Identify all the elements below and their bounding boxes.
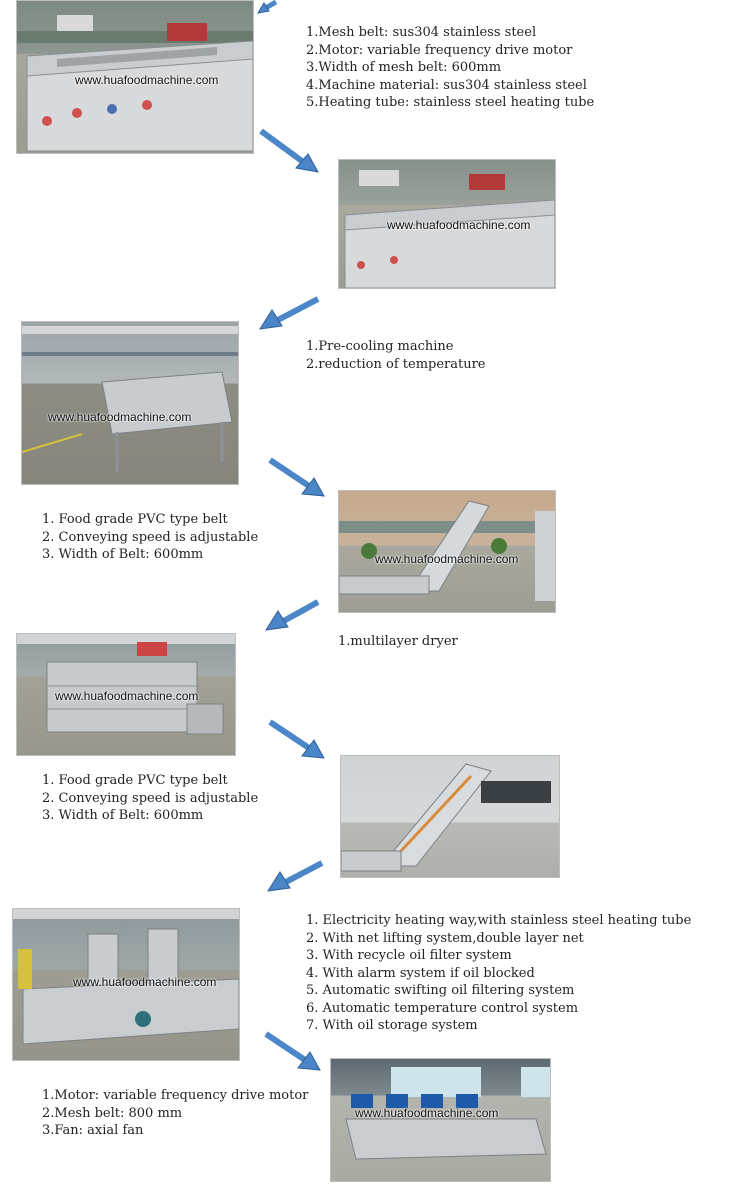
- spec-item: 1. Food grade PVC type belt: [42, 773, 228, 788]
- spec-item: 3. Width of Belt: 600mm: [42, 547, 204, 562]
- watermark: www.huafoodmachine.com: [73, 975, 217, 989]
- photo-deoiling-machine: [330, 1058, 551, 1182]
- spec-item: 2. Conveying speed is adjustable: [42, 790, 259, 806]
- arrow-down-left-icon: [264, 858, 328, 896]
- photo-continuous-fryer: [12, 908, 240, 1061]
- photo-elevating-conveyor: [338, 490, 556, 613]
- spec-item: 3.Width of mesh belt: 600mm: [306, 60, 502, 75]
- spec-list-dryer: [338, 633, 458, 651]
- spec-item: 5.Heating tube: stainless steel heating tube: [306, 95, 595, 110]
- arrow-down-right-icon: [266, 456, 332, 502]
- arrow-down-left-icon: [262, 597, 324, 635]
- spec-item: 3. With recycle oil filter system: [306, 948, 512, 963]
- spec-item: 1. Food grade PVC type belt: [42, 512, 228, 527]
- spec-list-conveyor-1: [42, 511, 258, 564]
- spec-list-fryer: [306, 912, 691, 1035]
- photo-cooling-conveyor: [340, 755, 560, 878]
- spec-list-conveyor-2: [42, 772, 258, 825]
- spec-list-deoiling: [42, 1087, 308, 1140]
- spec-item: 2. With net lifting system,double layer net: [306, 930, 584, 946]
- spec-item: 2.Motor: variable frequency drive motor: [306, 42, 573, 58]
- watermark: www.huafoodmachine.com: [375, 552, 519, 566]
- photo-blanching-machine: [16, 0, 254, 154]
- spec-item: 7. With oil storage system: [306, 1018, 478, 1033]
- spec-item: 2. Conveying speed is adjustable: [42, 529, 259, 545]
- watermark: www.huafoodmachine.com: [55, 689, 199, 703]
- arrow-down-right-icon: [256, 126, 326, 178]
- arrow-down-right-icon: [262, 1030, 326, 1076]
- spec-item: 1.Pre-cooling machine: [306, 339, 454, 354]
- spec-item: 4.Machine material: sus304 stainless steel: [306, 77, 587, 93]
- spec-list-pre-cooling: [306, 338, 486, 373]
- spec-item: 1. Electricity heating way,with stainless steel heating tube: [306, 913, 692, 928]
- spec-item: 1.multilayer dryer: [338, 634, 458, 649]
- watermark: www.huafoodmachine.com: [75, 73, 219, 87]
- photo-pre-cooling-machine: [21, 321, 239, 485]
- spec-item: 1.Mesh belt: sus304 stainless steel: [306, 25, 537, 40]
- arrow-down-left-icon: [256, 294, 326, 334]
- photo-multilayer-dryer: [16, 633, 236, 756]
- spec-item: 1.Motor: variable frequency drive motor: [42, 1088, 309, 1103]
- spec-item: 4. With alarm system if oil blocked: [306, 965, 535, 981]
- spec-item: 5. Automatic swifting oil filtering system: [306, 983, 575, 998]
- spec-list-blancher: [306, 24, 594, 112]
- watermark: www.huafoodmachine.com: [48, 410, 192, 424]
- spec-item: 2.reduction of temperature: [306, 356, 486, 372]
- watermark: www.huafoodmachine.com: [387, 218, 531, 232]
- arrow-top-icon: [256, 0, 282, 16]
- photo-blanching-machine-side: [338, 159, 556, 289]
- spec-item: 2.Mesh belt: 800 mm: [42, 1105, 183, 1121]
- spec-item: 3. Width of Belt: 600mm: [42, 808, 204, 823]
- spec-item: 3.Fan: axial fan: [42, 1123, 144, 1138]
- arrow-down-right-icon: [266, 718, 330, 764]
- spec-item: 6. Automatic temperature control system: [306, 1000, 579, 1016]
- watermark: www.huafoodmachine.com: [355, 1106, 499, 1120]
